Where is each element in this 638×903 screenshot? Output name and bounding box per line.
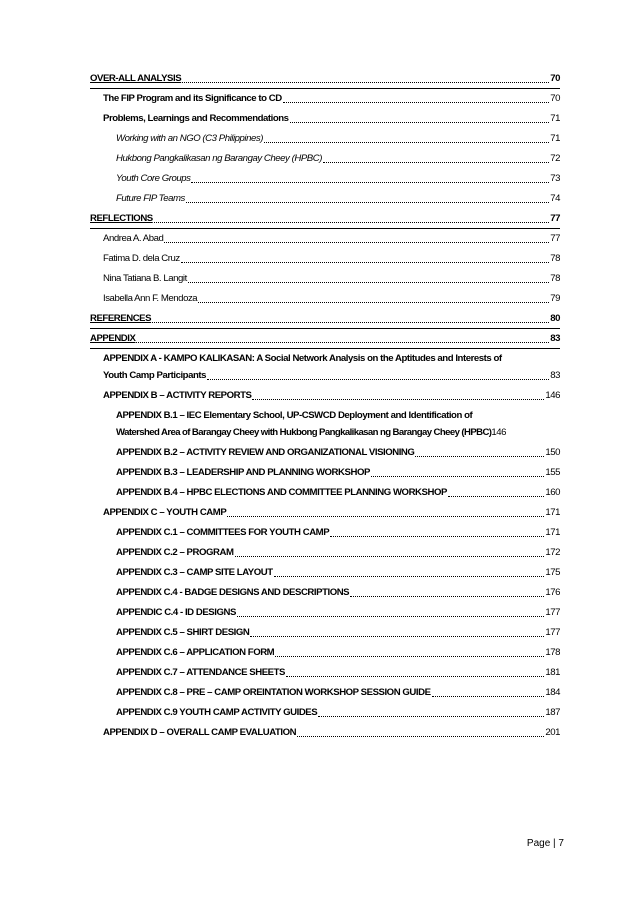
toc-page-number: 72 [550, 153, 560, 164]
toc-leader [323, 162, 549, 163]
toc-label: APPENDIX C – YOUTH CAMP [103, 507, 227, 518]
toc-label-line2: Watershed Area of Barangay Cheey with Hukbong Pangkalikasan ng Barangay Cheey (HPBC) [116, 427, 492, 438]
toc-page-number: 187 [545, 707, 560, 718]
toc-page-number: 201 [545, 727, 560, 738]
toc-page-number: 172 [545, 547, 560, 558]
toc-label-line1: APPENDIX A - KAMPO KALIKASAN: A Social Network Analysis on the Aptitudes and Interests of [103, 353, 502, 364]
toc-page-number: 79 [550, 293, 560, 304]
toc-leader [181, 262, 549, 263]
toc-leader [250, 636, 544, 637]
toc-page-number: 181 [545, 667, 560, 678]
toc-page-number: 83 [550, 333, 560, 344]
toc-label: APPENDIX D – OVERALL CAMP EVALUATION [103, 727, 297, 738]
toc-leader [237, 616, 544, 617]
toc-leader [188, 282, 549, 283]
toc-leader [274, 576, 545, 577]
toc-entry-over-all-analysis[interactable] [90, 72, 560, 85]
toc-leader [448, 496, 544, 497]
toc-entry-appendix-c5[interactable] [90, 626, 560, 639]
toc-label: Andrea A. Abad [103, 233, 164, 244]
toc-leader [350, 596, 544, 597]
toc-label-line2: Youth Camp Participants [103, 370, 207, 381]
toc-leader [136, 342, 549, 343]
toc-entry-appendix-b2[interactable] [90, 446, 560, 459]
toc-leader [290, 122, 550, 123]
toc-page-number: 74 [550, 193, 560, 204]
toc-entry-andrea-abad[interactable] [90, 232, 560, 245]
toc-entry-appendix-b4[interactable] [90, 486, 560, 499]
toc-page-number: 83 [550, 370, 560, 381]
toc-label: APPENDIX C.8 – PRE – CAMP OREINTATION WORKSHOP SESSION GUIDE [116, 687, 431, 698]
toc-label: APPENDIX B.3 – LEADERSHIP AND PLANNING WORKSHOP [116, 467, 370, 478]
toc-entry-appendix-c3[interactable] [90, 566, 560, 579]
table-of-contents [90, 72, 560, 739]
toc-label: APPENDIX C.1 – COMMITTEES FOR YOUTH CAMP [116, 527, 330, 538]
toc-leader [264, 142, 549, 143]
toc-entry-hpbc[interactable] [90, 152, 560, 165]
toc-leader [186, 202, 549, 203]
toc-label: Hukbong Pangkalikasan ng Barangay Cheey (HPBC) [116, 153, 322, 164]
toc-label: APPENDIX B.4 – HPBC ELECTIONS AND COMMITTEE PLANNING WORKSHOP [116, 487, 447, 498]
toc-leader [191, 182, 549, 183]
toc-page-number: 160 [545, 487, 560, 498]
toc-page-number: 78 [550, 273, 560, 284]
toc-leader [154, 222, 549, 223]
toc-entry-reflections[interactable] [90, 212, 560, 225]
toc-leader [252, 399, 544, 400]
toc-label: APPENDIX C.7 – ATTENDANCE SHEETS [116, 667, 285, 678]
toc-leader [330, 536, 544, 537]
toc-entry-appendix-c6[interactable] [90, 646, 560, 659]
toc-label: The FIP Program and its Significance to CD [103, 93, 282, 104]
toc-page-number: 78 [550, 253, 560, 264]
toc-page-number: 70 [550, 93, 560, 104]
toc-entry-fatima-dela-cruz[interactable] [90, 252, 560, 265]
toc-leader [432, 696, 545, 697]
toc-label: APPENDIX C.5 – SHIRT DESIGN [116, 627, 250, 638]
toc-page-number: 171 [545, 527, 560, 538]
toc-entry-appendix-c9[interactable] [90, 706, 560, 719]
toc-entry-references[interactable] [90, 312, 560, 325]
toc-label: Problems, Learnings and Recommendations [103, 113, 289, 124]
toc-entry-appendix-b3[interactable] [90, 466, 560, 479]
toc-leader [164, 242, 549, 243]
toc-entry-appendix-c8[interactable] [90, 686, 560, 699]
toc-entry-future-fip-teams[interactable] [90, 192, 560, 205]
page-number-footer: Page | 7 [526, 838, 564, 849]
toc-entry-appendix-d[interactable] [90, 726, 560, 739]
toc-label: APPENDIX C.6 – APPLICATION FORM [116, 647, 275, 658]
toc-leader [182, 82, 549, 83]
toc-leader [207, 379, 549, 380]
toc-page-number: 71 [550, 133, 560, 144]
toc-label: APPENDIX C.2 – PROGRAM [116, 547, 234, 558]
toc-label: Fatima D. dela Cruz [103, 253, 180, 264]
toc-leader [318, 716, 544, 717]
toc-page-number: 176 [545, 587, 560, 598]
toc-entry-working-ngo[interactable] [90, 132, 560, 145]
toc-page-number: 178 [545, 647, 560, 658]
toc-label: Future FIP Teams [116, 193, 185, 204]
toc-page-number: 150 [545, 447, 560, 458]
toc-leader [235, 556, 545, 557]
toc-label: APPENDIX B.2 – ACTIVITY REVIEW AND ORGANIZATIONAL VISIONING [116, 447, 415, 458]
toc-page-number: 77 [550, 233, 560, 244]
toc-label: APPENDIX C.9 YOUTH CAMP ACTIVITY GUIDES [116, 707, 318, 718]
toc-entry-appendix-b[interactable] [90, 389, 560, 402]
toc-entry-appendix-c2[interactable] [90, 546, 560, 559]
toc-page-number: 71 [550, 113, 560, 124]
toc-entry-appendix-c4-badges[interactable] [90, 586, 560, 599]
toc-label: Nina Tatiana B. Langit [103, 273, 187, 284]
toc-label: Isabella Ann F. Mendoza [103, 293, 198, 304]
toc-entry-problems-learnings[interactable] [90, 112, 560, 125]
toc-entry-youth-core-groups[interactable] [90, 172, 560, 185]
toc-leader [415, 456, 544, 457]
toc-entry-appendix-c4-ids[interactable] [90, 606, 560, 619]
toc-label: Working with an NGO (C3 Philippines) [116, 133, 263, 144]
toc-label-line1: APPENDIX B.1 – IEC Elementary School, UP-CSWCD Deployment and Identification of [116, 410, 473, 421]
toc-leader [198, 302, 549, 303]
toc-label: OVER-ALL ANALYSIS [90, 73, 182, 84]
toc-leader [297, 736, 544, 737]
toc-page-number: 177 [545, 627, 560, 638]
toc-page-number: 80 [550, 313, 560, 324]
toc-entry-nina-langit[interactable] [90, 272, 560, 285]
toc-page-number: 155 [545, 467, 560, 478]
toc-page-number: 77 [550, 213, 560, 224]
toc-leader [371, 476, 544, 477]
toc-label: APPENDIX C.3 – CAMP SITE LAYOUT [116, 567, 273, 578]
toc-entry-appendix-c1[interactable] [90, 526, 560, 539]
toc-entry-appendix[interactable] [90, 332, 560, 345]
toc-label: REFERENCES [90, 313, 152, 324]
toc-page-number: 171 [545, 507, 560, 518]
toc-label: Youth Core Groups [116, 173, 191, 184]
toc-page-number: 73 [550, 173, 560, 184]
toc-leader [286, 676, 544, 677]
toc-entry-appendix-c7[interactable] [90, 666, 560, 679]
toc-page-number: 184 [545, 687, 560, 698]
toc-entry-isabella-mendoza[interactable] [90, 292, 560, 305]
toc-entry-appendix-a[interactable] [90, 352, 560, 382]
toc-page-number: 175 [545, 567, 560, 578]
toc-page-number: 146 [491, 427, 507, 438]
toc-label: APPENDIX C.4 - BADGE DESIGNS AND DESCRIPTIONS [116, 587, 350, 598]
toc-label: APPENDIX [90, 333, 136, 344]
toc-page-number: 177 [545, 607, 560, 618]
toc-page-number: 70 [550, 73, 560, 84]
toc-entry-appendix-c[interactable] [90, 506, 560, 519]
toc-label: APPENDIC C.4 - ID DESIGNS [116, 607, 236, 618]
toc-entry-fip-program[interactable] [90, 92, 560, 105]
toc-label: APPENDIX B – ACTIVITY REPORTS [103, 390, 252, 401]
toc-entry-appendix-b1[interactable] [90, 409, 560, 439]
toc-leader [275, 656, 544, 657]
toc-leader [283, 102, 550, 103]
toc-page-number: 146 [545, 390, 560, 401]
toc-leader [152, 322, 549, 323]
toc-leader [227, 516, 544, 517]
toc-label: REFLECTIONS [90, 213, 153, 224]
